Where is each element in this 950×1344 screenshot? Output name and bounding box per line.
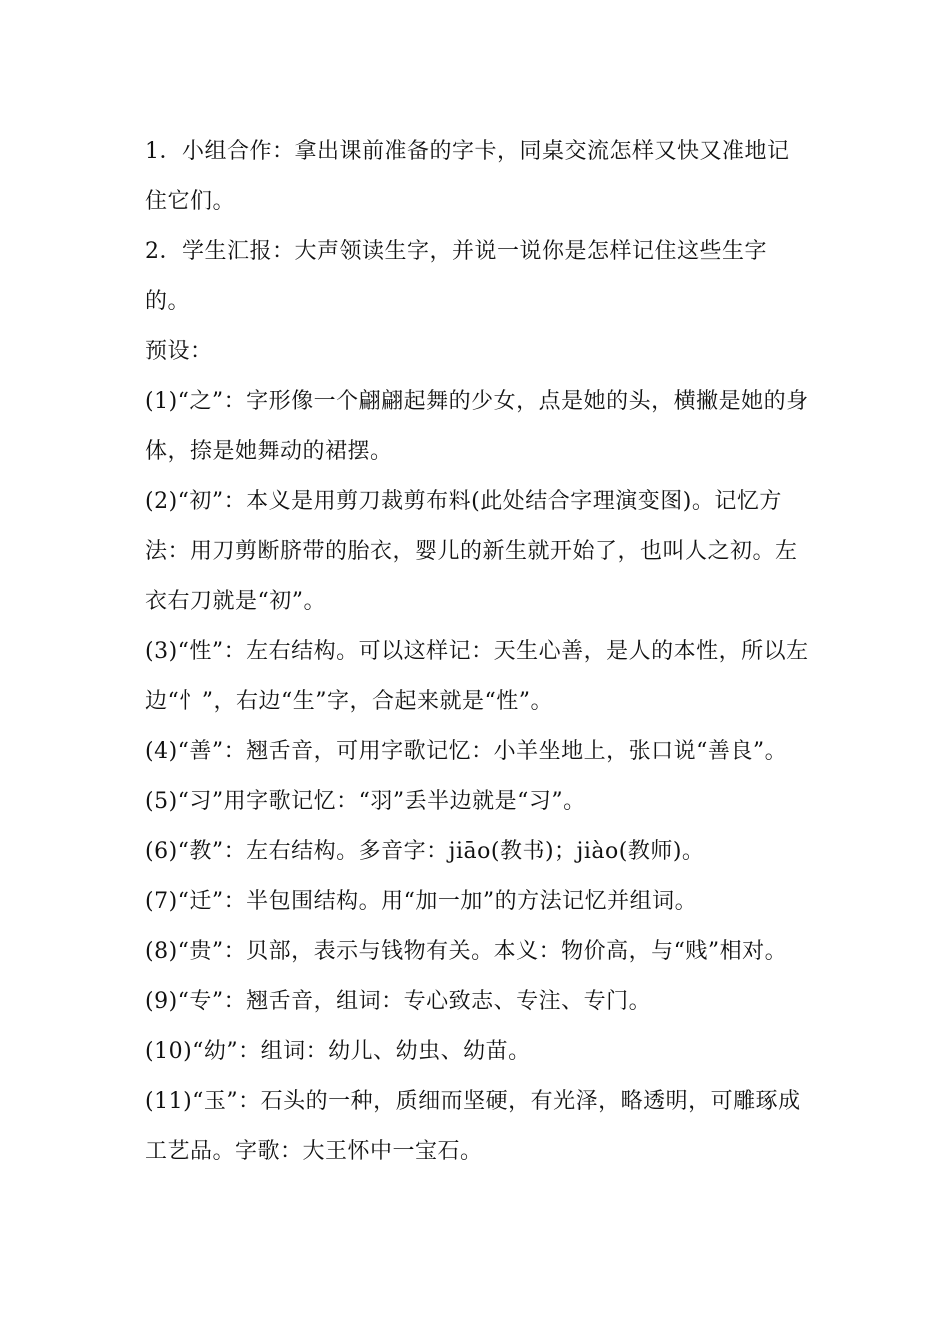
paragraph-item-3: (3)“性”：左右结构。可以这样记：天生心善，是人的本性，所以左边“忄”，右边“生”字，合起来就是“性”。 [145,639,809,714]
paragraph-item-2: (2)“初”：本义是用剪刀裁剪布料(此处结合字理演变图)。记忆方法：用刀剪断脐带的胎衣，婴儿的新生就开始了，也叫人之初。左衣右刀就是“初”。 [145,489,798,614]
paragraph-item-8: (8)“贵”：贝部，表示与钱物有关。本义：物价高，与“贱”相对。 [145,939,788,964]
document-body [145,127,810,1177]
paragraph-item-9: (9)“专”：翘舌音，组词：专心致志、专注、专门。 [145,989,652,1014]
paragraph-item-7: (7)“迁”：半包围结构。用“加一加”的方法记忆并组词。 [145,889,698,914]
paragraph-item-1: (1)“之”：字形像一个翩翩起舞的少女，点是她的头，横撇是她的身体，捺是她舞动的裙摆。 [145,389,809,464]
paragraph-step-2: 2．学生汇报：大声领读生字，并说一说你是怎样记住这些生字的。 [145,239,767,314]
paragraph-item-5: (5)“习”用字歌记忆：“羽”丢半边就是“习”。 [145,789,586,814]
paragraph-item-11: (11)“玉”：石头的一种，质细而坚硬，有光泽，略透明，可雕琢成工艺品。字歌：大王怀中一宝石。 [145,1089,801,1164]
paragraph-item-4: (4)“善”：翘舌音，可用字歌记忆：小羊坐地上，张口说“善良”。 [145,739,788,764]
paragraph-preset-label: 预设： [145,339,213,364]
paragraph-step-1: 1．小组合作：拿出课前准备的字卡，同桌交流怎样又快又准地记住它们。 [145,139,790,214]
paragraph-item-6: (6)“教”：左右结构。多音字：jiāo(教书)；jiào(教师)。 [145,839,705,864]
paragraph-item-10: (10)“幼”：组词：幼儿、幼虫、幼苗。 [145,1039,531,1064]
